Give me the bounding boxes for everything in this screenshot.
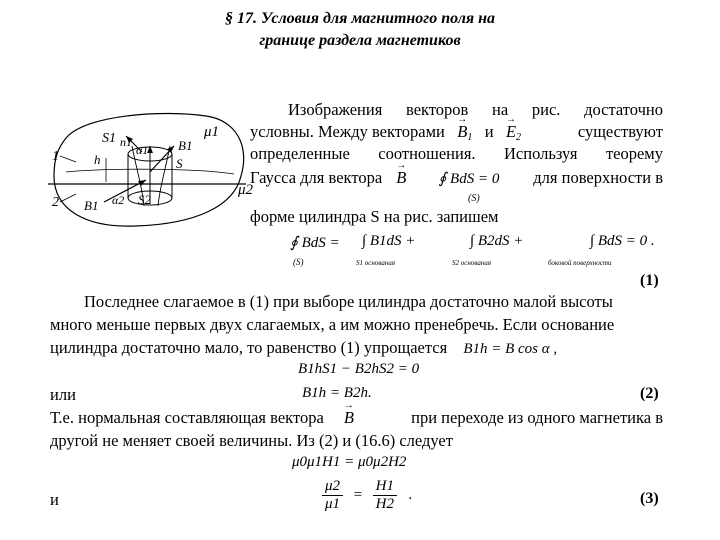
mu1-label: μ1 [204,124,220,140]
h-label: h [94,152,101,167]
eq1-sub4: боковой поверхности [548,259,612,267]
p1-exist: существуют [577,122,663,141]
s2-label: S2 [138,192,151,207]
eq3-fraction: $\frac{\mu 2}{\mu 1}$ = $\frac{H1}{H2}$ . [322,478,413,513]
gauss-integral: ∮ BdS = 0 [438,171,500,187]
p1-line1: Изображения векторов на рис. достаточно [288,100,663,119]
mu2-label: μ2 [238,182,254,198]
p1-line2-text: условны. Между векторами [250,122,445,141]
eq3-num-right: H1 [373,478,397,496]
alpha2-label: α2 [112,193,125,207]
p1-and: и [484,122,494,141]
s1-label: S1 [102,131,116,146]
p2-line3-eq: B1h = B cos α , [463,341,558,357]
eq1-number: (1) [640,272,659,289]
eq3-number: (3) [640,490,659,507]
vec-b-letter: B [396,168,407,187]
p1-line4-a: Гаусса для вектора [250,168,383,187]
vec-b1: → $B_1$ [457,122,472,143]
vec-b1-letter: B [457,122,468,141]
p3-line1-a: Т.е. нормальная составляющая вектора [50,408,324,427]
vec-e2-letter: E [505,122,517,141]
b1-left-label: B1 [84,198,99,213]
p1-line5: форме цилиндра S на рис. запишем [250,207,499,226]
eq3-frac-right [373,478,397,513]
eq1-term4: ∫ BdS = 0 . [590,233,655,249]
vec-b [396,168,406,188]
eq3-line1: μ0μ1H1 = μ0μ2H2 [292,454,407,470]
eq3-den-left: μ1 [325,496,341,512]
eq2-line1: B1hS1 − B2hS2 = 0 [298,361,420,377]
eq1-sub3: S2 основания [452,259,492,267]
alpha1-label: α1 [136,143,149,157]
gauss-integral-sub: (S) [468,193,480,204]
interface-figure [46,106,254,232]
eq2-line2: B1h = B2h. [302,385,372,401]
s-label: S [176,156,183,171]
p3-line2: другой не меняет своей величины. Из (2) и (16.6) следует [50,431,453,450]
page-title-line1: § 17. Условия для магнитного поля на [224,10,496,27]
p2-line3-text: цилиндра достаточно мало, то равенство (1) упрощается [50,338,448,357]
vec-e2: → $E_2$ [506,122,521,143]
p3-vec-b [344,408,354,428]
eq1-sub1: (S) [293,257,304,267]
p1-line4 [250,168,663,188]
region-1-label: 1 [52,149,59,164]
eq2-number: (2) [640,385,659,402]
eq1-term1: ∮ BdS = [290,235,340,251]
p1-line2 [250,122,663,143]
p3-line1-b: при переходе из одного магнетика в [411,408,663,427]
eq3-and: и [50,490,59,509]
region-2-label: 2 [52,195,59,210]
p2-line2: много меньше первых двух слагаемых, а им можно пренебречь. Если основание [50,315,615,334]
n1-label: n1 [120,135,132,149]
p3-vec-b-letter: B [343,408,354,427]
eq3-frac-left [322,478,343,513]
eq3-den-right: H2 [375,496,394,512]
b1-top-label: B1 [178,138,193,153]
p2-line1: Последнее слагаемое в (1) при выборе цилиндра достаточно малой высоты [84,292,613,311]
p2-line3 [50,338,557,358]
eq1-term2: ∫ B1dS + [362,233,416,249]
p1-line4-b: для поверхности в [533,168,663,187]
eq1-sub2: S1 основания [356,259,396,267]
page-title-line2: границе раздела магнетиков [259,32,461,49]
eq3-num-left: μ2 [322,478,343,496]
eq1-term3: ∫ B2dS + [470,233,524,249]
p1-line3: определенные соотношения. Используя теорему [250,144,663,163]
p3-line1 [50,408,663,428]
eq2-or: или [50,385,76,404]
